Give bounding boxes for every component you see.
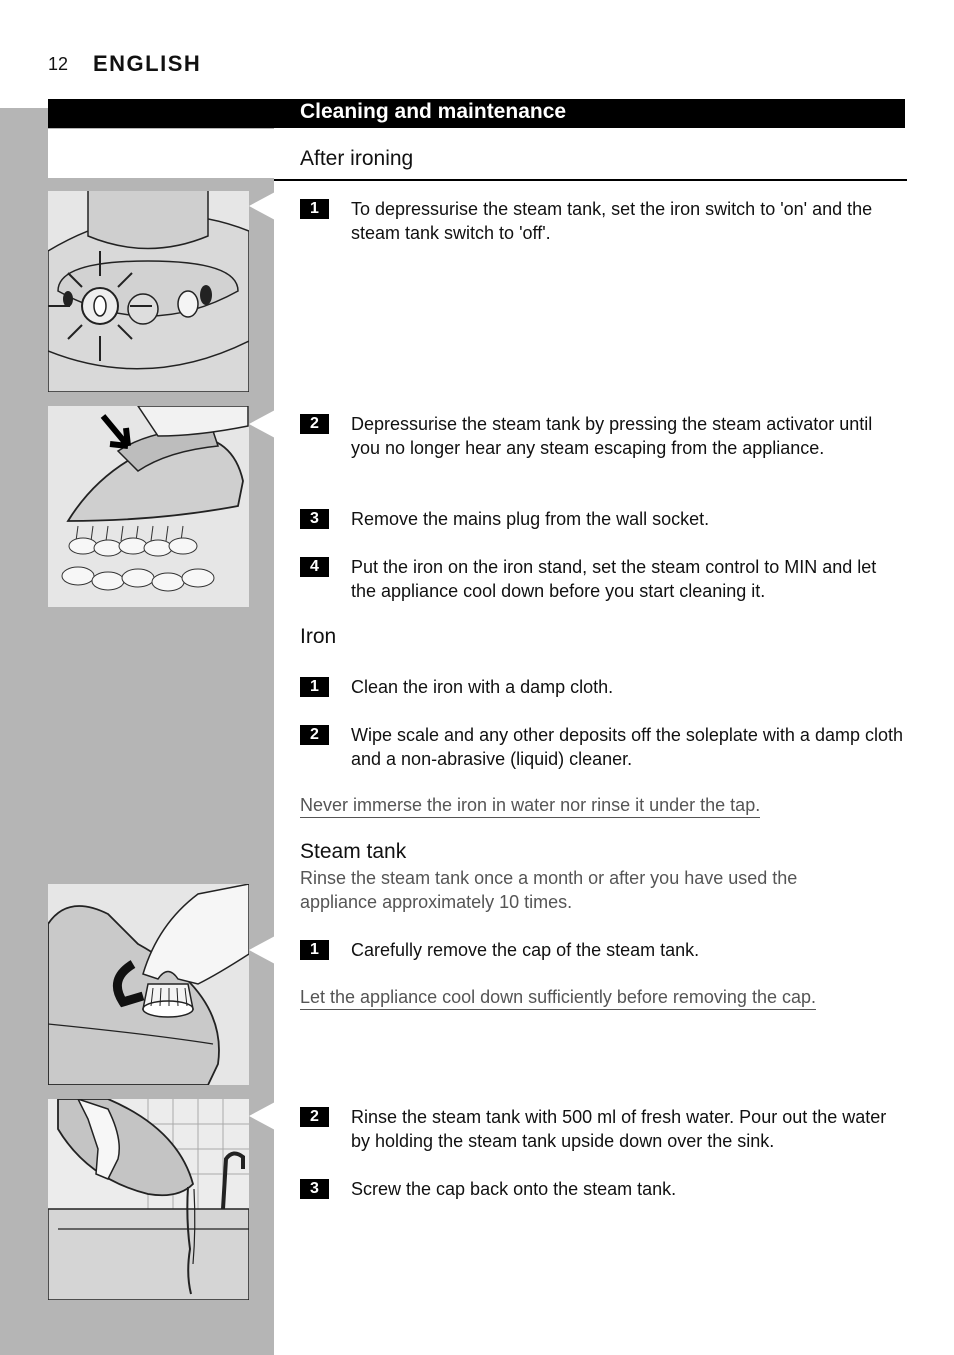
steam-tank-intro: Rinse the steam tank once a month or after you have used the appliance approximately 10 times.: [300, 868, 798, 912]
illustration-switches: [48, 191, 249, 392]
illustration-pointer: [249, 936, 275, 964]
step-text: Remove the mains plug from the wall socket.: [351, 509, 710, 529]
illustration-rinse-tank: [48, 1099, 249, 1300]
steam-tank-warning-note: Let the appliance cool down sufficiently before removing the cap.: [300, 986, 816, 1010]
step-text: To depressurise the steam tank, set the iron switch to 'on' and the steam tank switch to 'off'.: [351, 199, 873, 243]
after-ironing-step-3: [300, 507, 905, 531]
step-number: 2: [300, 414, 329, 434]
step-text: Depressurise the steam tank by pressing the steam activator until you no longer hear any steam escaping from the appliance.: [351, 414, 873, 458]
after-ironing-step-4: [300, 555, 905, 603]
section-title: Cleaning and maintenance: [300, 100, 567, 123]
iron-steam-drawing: [48, 406, 249, 607]
after-ironing-step-1: [300, 197, 905, 245]
after-ironing-heading: After ironing: [300, 147, 414, 170]
illustration-remove-cap: [48, 884, 249, 1085]
step-number: 2: [300, 1107, 329, 1127]
step-number: 1: [300, 677, 329, 697]
step-text: Clean the iron with a damp cloth.: [351, 677, 614, 697]
switches-drawing: [48, 191, 249, 392]
illustration-steam-activator: [48, 406, 249, 607]
iron-heading: Iron: [300, 625, 337, 648]
step-number: 1: [300, 940, 329, 960]
step-number: 1: [300, 199, 329, 219]
heading-rule: [274, 179, 907, 181]
steam-tank-step-1: [300, 938, 905, 962]
step-number: 4: [300, 557, 329, 577]
iron-warning-note: Never immerse the iron in water nor rinse it under the tap.: [300, 794, 760, 818]
sidebar-top-blank: [48, 129, 274, 178]
rinse-drawing: [48, 1099, 249, 1300]
illustration-pointer: [249, 192, 275, 220]
step-number: 3: [300, 1179, 329, 1199]
language-label: ENGLISH: [93, 51, 202, 76]
iron-step-2: [300, 723, 905, 771]
step-number: 3: [300, 509, 329, 529]
steam-tank-step-3: [300, 1177, 905, 1201]
steam-tank-step-2: [300, 1105, 905, 1153]
step-text: Screw the cap back onto the steam tank.: [351, 1179, 677, 1199]
step-text: Carefully remove the cap of the steam tank.: [351, 940, 700, 960]
steam-tank-heading: Steam tank: [300, 840, 407, 863]
step-text: Wipe scale and any other deposits off the soleplate with a damp cloth and a non-abrasive (liquid) cleaner.: [351, 725, 903, 769]
step-text: Rinse the steam tank with 500 ml of fresh water. Pour out the water by holding the steam tank upside down over the sink.: [351, 1107, 887, 1151]
illustration-pointer: [249, 1102, 275, 1130]
step-number: 2: [300, 725, 329, 745]
iron-step-1: [300, 675, 905, 699]
cap-removal-drawing: [48, 884, 249, 1085]
page-number: 12: [48, 54, 69, 74]
illustration-pointer: [249, 410, 275, 438]
after-ironing-step-2: [300, 412, 905, 460]
step-text: Put the iron on the iron stand, set the steam control to MIN and let the appliance cool down before you start cleaning it.: [351, 557, 877, 601]
